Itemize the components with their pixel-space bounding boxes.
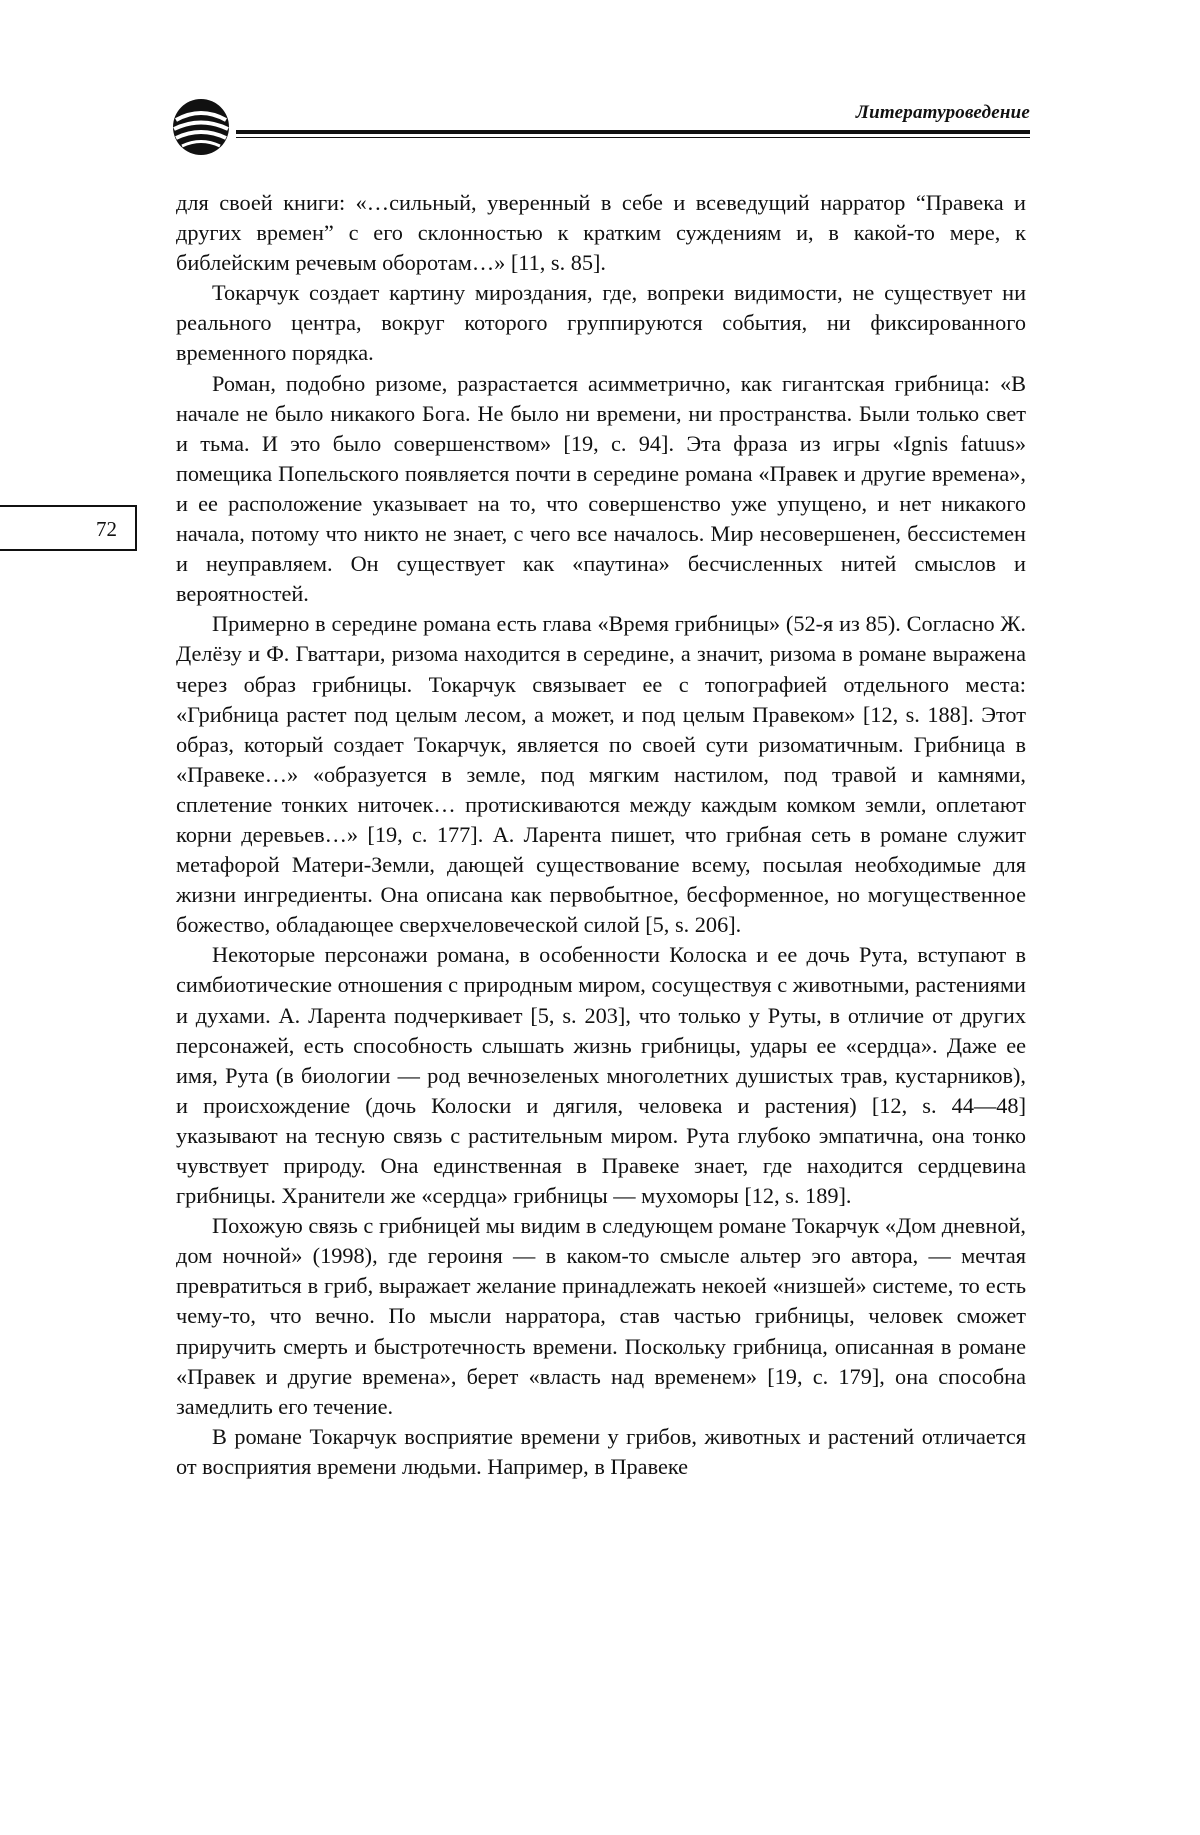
paragraph-2: Токарчук создает картину мироздания, где, вопреки видимости, не существует ни реального центра, вокруг которого группируются события, ни фиксированного временного порядка.	[176, 280, 1026, 366]
paragraph-5: Некоторые персонажи романа, в особенности Колоска и ее дочь Рута, вступают в симбиотические отношения с природным миром, сосуществуя с животными, растениями и духами. А. Ларента подчеркивает [5, s. 203], что только у Руты, в отличие от других персонажей, есть способность слышать жизнь грибницы, удары ее «сердца». Даже ее имя, Рута (в биологии — род вечнозеленых многолетних душистых трав, кустарников), и происхождение (дочь Колоски и дягиля, человека и растения) [12, s. 44—48] указывают на тесную связь с растительным миром. Рута глубоко эмпатична, она тонко чувствует природу. Она единственная в Правеке знает, где находится сердцевина грибницы. Хранители же «сердца» грибницы — мухоморы [12, s. 189].	[176, 942, 1026, 1209]
paragraph-6: Похожую связь с грибницей мы видим в следующем романе Токарчук «Дом дневной, дом ночной» (1998), где героиня — в каком-то смысле альтер эго автора, — мечтая превратиться в гриб, выражает желание принадлежать некоей «низшей» системе, то есть чему-то, что вечно. По мысли нарратора, став частью грибницы, человек сможет приручить смерть и быстротечность времени. Поскольку грибница, описанная в романе «Правек и другие времена», берет «власть над временем» [19, с. 179], она способна замедлить его течение.	[176, 1213, 1026, 1419]
paragraph-3: Роман, подобно ризоме, разрастается асимметрично, как гигантская грибница: «В начале не было никакого Бога. Не было ни времени, ни пространства. Были только свет и тьма. И это было совершенством» [19, с. 94]. Эта фраза из игры «Ignis fatuus» помещика Попельского появляется почти в середине романа «Правек и другие времена», и ее расположение указывает на то, что совершенство уже упущено, и нет никакого начала, потому что никто не знает, с чего все началось. Мир несовершенен, бессистемен и неуправляем. Он существует как «паутина» бесчисленных нитей смыслов и вероятностей.	[176, 370, 1026, 607]
paragraph-7: В романе Токарчук восприятие времени у грибов, животных и растений отличается от восприятия времени людьми. Например, в Правеке	[176, 1423, 1026, 1479]
header-rule-thick	[236, 130, 1030, 134]
page-number: 72	[96, 517, 117, 541]
wave-globe-icon	[170, 96, 232, 158]
page-header	[170, 96, 1030, 146]
page-number-tab	[0, 505, 137, 551]
header-rule-thin	[236, 137, 1030, 138]
paragraph-4: Примерно в середине романа есть глава «Время грибницы» (52-я из 85). Согласно Ж. Делёзу и Ф. Гваттари, ризома находится в середине, а значит, ризома в романе выражена через образ грибницы. Токарчук связывает ее с топографией отдельного места: «Грибница растет под целым лесом, а может, и под целым Правеком» [12, s. 188]. Этот образ, который создает Токарчук, является по своей сути ризоматичным. Грибница в «Правеке…» «образуется в земле, под мягким настилом, под травой и камнями, сплетение тонких ниточек… протискиваются между каждым комком земли, оплетают корни деревьев…» [19, с. 177]. А. Ларента пишет, что грибная сеть в романе служит метафорой Матери-Земли, дающей существование всему, посылая необходимые для жизни ингредиенты. Она описана как первобытное, бесформенное, но могущественное божество, обладающее сверхчеловеческой силой [5, s. 206].	[176, 611, 1026, 938]
paragraph-1: для своей книги: «…сильный, уверенный в себе и всеведущий нарратор “Правека и других времен” с его склонностью к кратким суждениям и, в какой-то мере, к библейским речевым оборотам…» [11, s. 85].	[176, 190, 1026, 276]
running-title: Литературоведение	[855, 102, 1030, 123]
body-text	[176, 188, 1026, 1482]
